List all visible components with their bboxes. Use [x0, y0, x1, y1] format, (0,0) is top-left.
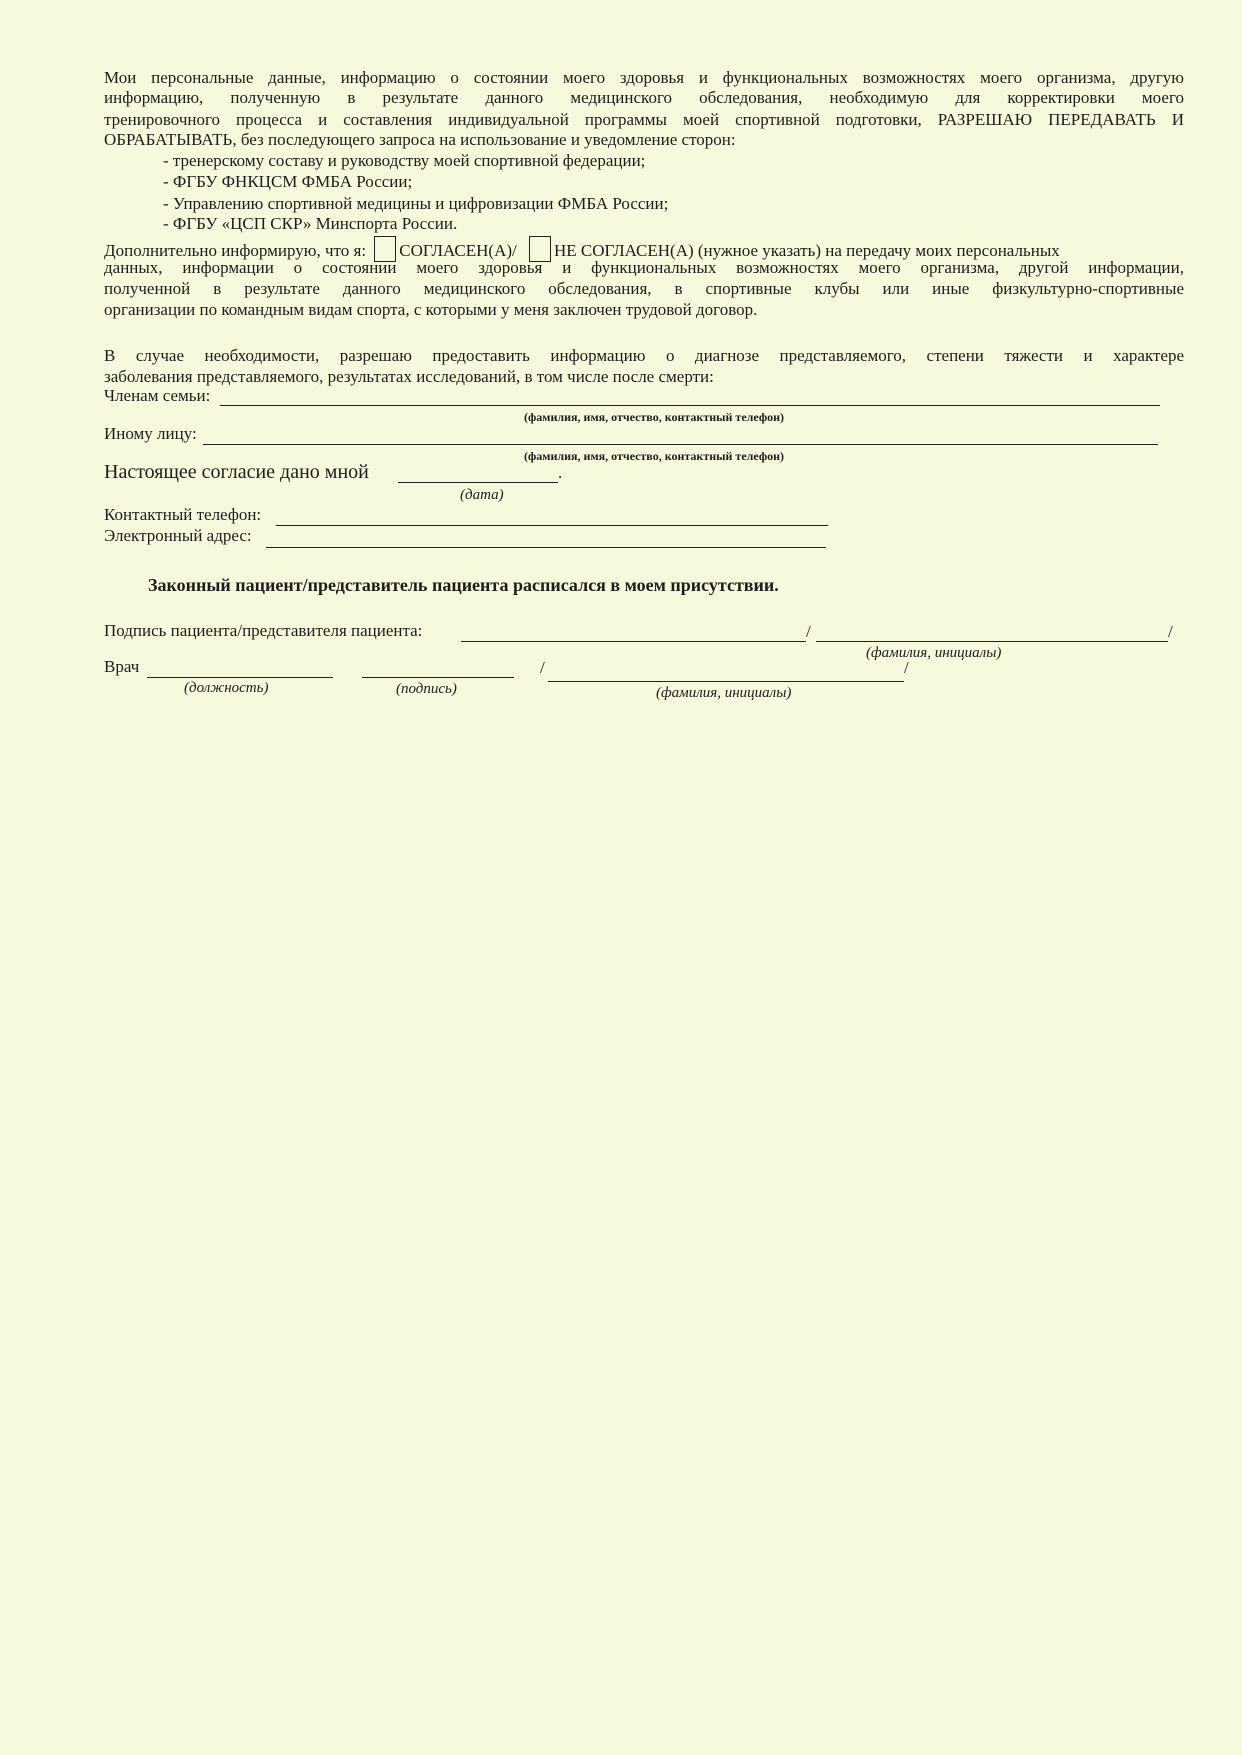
position-caption: (должность)	[184, 680, 269, 696]
disagree-label: НЕ СОГЛАСЕН(А) (нужное указать) на передачу моих персональных	[554, 241, 1060, 260]
doctor-position-field[interactable]	[147, 677, 333, 678]
date-field[interactable]	[398, 482, 558, 483]
patient-name-caption: (фамилия, инициалы)	[866, 645, 1002, 661]
doctor-label: Врач	[104, 657, 140, 676]
consent-line-4: организации по командным видам спорта, с которыми у меня заключен трудовой договор.	[104, 300, 758, 319]
family-label: Членам семьи:	[104, 386, 211, 405]
other-person-caption: (фамилия, имя, отчество, контактный телефон)	[524, 449, 785, 463]
para1-line-2: информацию, полученную в результате данного медицинского обследования, необходимую для корректировки моего	[104, 88, 1184, 107]
email-field[interactable]	[266, 547, 826, 548]
agree-label: СОГЛАСЕН(А)/	[399, 241, 517, 260]
date-caption: (дата)	[460, 487, 504, 503]
patient-name-field[interactable]	[816, 641, 1168, 642]
doctor-signature-field[interactable]	[362, 677, 514, 678]
patient-signature-field[interactable]	[461, 641, 806, 642]
recipient-item: - ФГБУ «ЦСП СКР» Минспорта России.	[163, 214, 458, 233]
given-label: Настоящее согласие дано мной	[104, 461, 369, 483]
family-caption: (фамилия, имя, отчество, контактный телефон)	[524, 410, 785, 424]
slash: /	[540, 658, 545, 677]
recipient-item: - ФГБУ ФНКЦСМ ФМБА России;	[163, 172, 413, 191]
phone-label: Контактный телефон:	[104, 505, 262, 524]
email-label: Электронный адрес:	[104, 526, 252, 545]
given-dot: .	[558, 463, 563, 482]
consent-line-2: данных, информации о состоянии моего здоровья и функциональных возможностях моего организма, другой информации,	[104, 258, 1184, 277]
para1-line-1: Мои персональные данные, информацию о состоянии моего здоровья и функциональных возможностях моего организма, другую	[104, 68, 1184, 87]
recipient-item: - тренерскому составу и руководству моей спортивной федерации;	[163, 151, 646, 170]
slash: /	[806, 622, 811, 641]
doctor-name-caption: (фамилия, инициалы)	[656, 685, 792, 701]
consent-prefix: Дополнительно информирую, что я:	[104, 241, 367, 260]
other-person-label: Иному лицу:	[104, 424, 197, 443]
para2-line-1: В случае необходимости, разрешаю предоставить информацию о диагнозе представляемого, степени тяжести и характере	[104, 346, 1184, 365]
para1-line-3: тренировочного процесса и составления индивидуальной программы моей спортивной подготовки, РАЗРЕШАЮ ПЕРЕДАВАТЬ И	[104, 110, 1184, 129]
recipient-item: - Управлению спортивной медицины и цифровизации ФМБА России;	[163, 194, 669, 213]
family-field[interactable]	[220, 405, 1160, 406]
consent-line-3: полученной в результате данного медицинского обследования, в спортивные клубы или иные физкультурно-спортивные	[104, 279, 1184, 298]
other-person-field[interactable]	[203, 444, 1158, 445]
phone-field[interactable]	[276, 525, 828, 526]
para2-line-2: заболевания представляемого, результатах исследований, в том числе после смерти:	[104, 367, 714, 386]
para1-line-4: ОБРАБАТЫВАТЬ, без последующего запроса на использование и уведомление сторон:	[104, 130, 736, 149]
witness-heading: Законный пациент/представитель пациента расписался в моем присутствии.	[148, 575, 779, 595]
patient-signature-label: Подпись пациента/представителя пациента:	[104, 621, 423, 640]
signature-caption: (подпись)	[396, 681, 457, 697]
doctor-name-field[interactable]	[548, 681, 904, 682]
slash: /	[904, 658, 909, 677]
slash: /	[1168, 622, 1173, 641]
